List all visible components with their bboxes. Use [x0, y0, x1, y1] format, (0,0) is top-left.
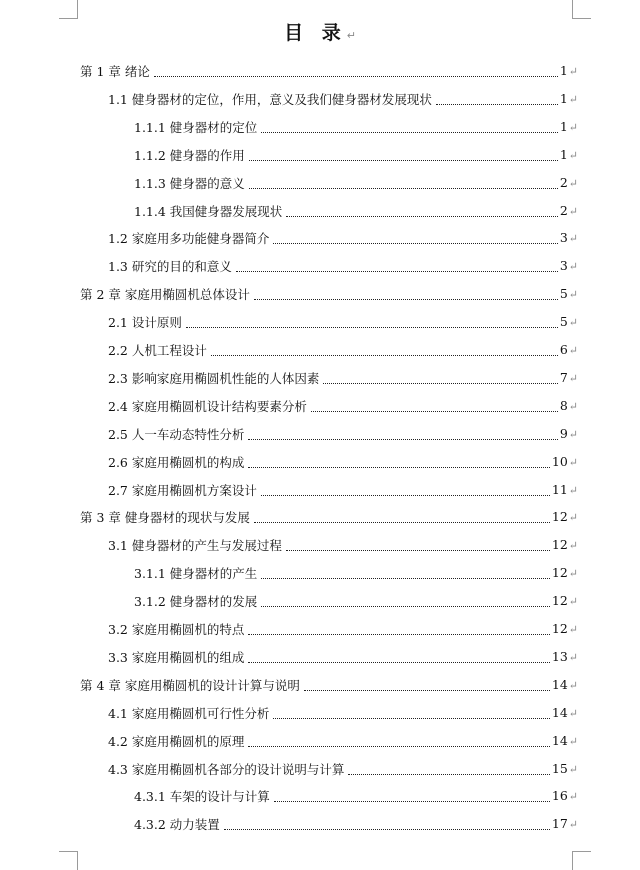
toc-entry[interactable]	[134, 118, 578, 138]
toc-entry-page	[560, 312, 578, 333]
page-number: 13	[551, 648, 568, 664]
page-number: 1	[559, 146, 568, 162]
paragraph-mark-icon: ↵	[568, 232, 578, 246]
toc-entry-text: 2.6 家庭用椭圆机的构成	[108, 454, 245, 470]
page-number: 14	[551, 704, 568, 720]
toc-entry[interactable]	[108, 397, 578, 417]
paragraph-mark-icon: ↵	[568, 818, 578, 832]
toc-entry-page	[560, 424, 578, 445]
page-number: 15	[551, 760, 568, 776]
dot-leader	[273, 717, 550, 719]
dot-leader	[154, 75, 558, 77]
page-number: 12	[551, 565, 568, 581]
paragraph-mark-icon: ↵	[568, 399, 578, 413]
page-number: 14	[551, 732, 568, 748]
toc-entry[interactable]	[134, 787, 578, 807]
toc-entry-text: 3.1 健身器材的产生与发展过程	[108, 538, 282, 554]
crop-mark-top-left	[59, 0, 78, 19]
paragraph-mark-icon: ↵	[568, 455, 578, 469]
toc-entry-text: 第 1 章 绪论	[80, 64, 150, 79]
page-number: 12	[551, 621, 568, 636]
dot-leader	[304, 689, 550, 691]
dot-leader	[186, 326, 558, 328]
dot-leader	[274, 800, 550, 802]
toc-entry-page	[552, 480, 578, 501]
toc-entry-page	[560, 201, 578, 222]
toc-entry-text: 4.3.2 动力装置	[134, 817, 220, 833]
toc-entry-text: 1.1.1 健身器材的定位	[134, 119, 258, 135]
toc-entry-page	[560, 61, 578, 82]
dot-leader	[261, 605, 550, 607]
paragraph-mark-icon: ↵	[568, 623, 578, 636]
toc-entry[interactable]	[108, 425, 578, 445]
paragraph-mark-icon: ↵	[568, 260, 578, 274]
toc-entry-page	[552, 591, 578, 612]
page-number: 5	[559, 314, 568, 330]
page-number: 10	[551, 453, 568, 469]
dot-leader	[311, 410, 558, 412]
paragraph-mark-icon: ↵	[346, 29, 356, 42]
toc-entry-page	[552, 675, 578, 696]
toc-entry-text: 4.1 家庭用椭圆机可行性分析	[108, 705, 270, 721]
toc-title	[0, 18, 640, 45]
toc-entry-page	[560, 284, 578, 305]
toc-entry-text: 2.7 家庭用椭圆机方案设计	[108, 482, 257, 498]
toc-entry-text: 3.1.1 健身器材的产生	[134, 566, 258, 582]
crop-mark-bottom-left	[59, 851, 78, 870]
page-number: 12	[551, 509, 568, 525]
dot-leader	[261, 131, 558, 133]
paragraph-mark-icon: ↵	[568, 790, 578, 804]
dot-leader	[248, 661, 550, 663]
page-number: 8	[559, 397, 568, 413]
crop-mark-top-right	[572, 0, 591, 19]
toc-entry-text: 3.3 家庭用椭圆机的组成	[108, 649, 245, 665]
toc-entry[interactable]	[108, 760, 578, 780]
paragraph-mark-icon: ↵	[568, 427, 578, 441]
page-number: 12	[551, 537, 568, 553]
toc-entry[interactable]	[80, 508, 578, 528]
page-number: 6	[559, 342, 568, 357]
paragraph-mark-icon: ↵	[568, 650, 578, 664]
toc-entry-text: 4.3.1 车架的设计与计算	[134, 789, 270, 805]
toc-entry-page	[552, 535, 578, 556]
paragraph-mark-icon: ↵	[568, 734, 578, 748]
dot-leader	[261, 577, 550, 579]
dot-leader	[273, 242, 557, 244]
toc-entry-page	[552, 759, 578, 780]
page-number: 5	[559, 286, 568, 302]
toc-entry-text: 1.1 健身器材的定位，作用，意义及我们健身器材发展现状	[108, 91, 432, 107]
toc-entry-page	[552, 619, 578, 640]
dot-leader	[286, 549, 550, 551]
toc-entry-text: 1.2 家庭用多功能健身器简介	[108, 231, 270, 247]
dot-leader	[211, 354, 558, 356]
toc-entry-page	[552, 563, 578, 584]
toc-entry-text: 2.5 人一车动态特性分析	[108, 426, 245, 442]
toc-entry[interactable]	[108, 648, 578, 668]
toc-entry-page	[560, 256, 578, 277]
dot-leader	[224, 828, 550, 830]
toc-entry[interactable]	[134, 174, 578, 194]
toc-entry-page	[560, 228, 578, 249]
toc-entry[interactable]	[80, 62, 578, 82]
toc-entry-text: 1.1.3 健身器的意义	[134, 175, 245, 191]
dot-leader	[348, 773, 550, 775]
paragraph-mark-icon: ↵	[568, 511, 578, 525]
page-number: 2	[559, 174, 568, 190]
toc-entry-text: 1.1.4 我国健身器发展现状	[134, 203, 283, 219]
toc-entry[interactable]	[134, 202, 578, 222]
paragraph-mark-icon: ↵	[568, 65, 578, 78]
toc-entry[interactable]	[108, 536, 578, 556]
toc-entry-page	[552, 703, 578, 724]
crop-mark-bottom-right	[572, 851, 591, 870]
page-number: 3	[559, 258, 568, 274]
dot-leader	[261, 494, 550, 496]
page-number: 1	[559, 63, 568, 78]
page-number: 14	[551, 676, 568, 692]
toc-entry-text: 4.2 家庭用椭圆机的原理	[108, 733, 245, 749]
dot-leader	[249, 187, 558, 189]
toc-entry[interactable]	[134, 564, 578, 584]
toc-entry[interactable]	[80, 676, 578, 696]
toc-entry-page	[560, 145, 578, 166]
toc-entry[interactable]	[108, 369, 578, 389]
toc-entry-page	[560, 368, 578, 389]
page-number: 9	[559, 425, 568, 441]
toc-entry[interactable]	[108, 732, 578, 752]
dot-leader	[236, 270, 558, 272]
toc-entry[interactable]	[80, 285, 578, 305]
toc-entry-page	[552, 647, 578, 668]
paragraph-mark-icon: ↵	[568, 204, 578, 218]
dot-leader	[286, 215, 558, 217]
dot-leader	[248, 633, 550, 635]
paragraph-mark-icon: ↵	[568, 539, 578, 553]
paragraph-mark-icon: ↵	[568, 483, 578, 497]
toc-entry-page	[552, 507, 578, 528]
toc-entry-text: 3.2 家庭用椭圆机的特点	[108, 622, 245, 637]
dot-leader	[254, 521, 550, 523]
paragraph-mark-icon: ↵	[568, 678, 578, 692]
paragraph-mark-icon: ↵	[568, 288, 578, 302]
toc-entry-page	[552, 786, 578, 807]
paragraph-mark-icon: ↵	[568, 567, 578, 581]
toc-entry-text: 4.3 家庭用椭圆机各部分的设计说明与计算	[108, 761, 345, 777]
toc-entry-page	[552, 814, 578, 835]
toc-entry-text: 3.1.2 健身器材的发展	[134, 594, 258, 610]
toc-entry[interactable]	[108, 341, 578, 361]
toc-entry[interactable]	[108, 620, 578, 640]
toc-entry-text: 第 3 章 健身器材的现状与发展	[80, 510, 250, 526]
paragraph-mark-icon: ↵	[568, 176, 578, 190]
paragraph-mark-icon: ↵	[568, 92, 578, 106]
toc-entry-page	[560, 173, 578, 194]
paragraph-mark-icon: ↵	[568, 706, 578, 720]
paragraph-mark-icon: ↵	[568, 595, 578, 609]
toc-entry[interactable]	[108, 257, 578, 277]
dot-leader	[323, 382, 557, 384]
page-number: 1	[559, 90, 568, 106]
page-number: 2	[559, 202, 568, 218]
toc-entry[interactable]	[134, 592, 578, 612]
toc-entry[interactable]	[108, 481, 578, 501]
toc-entry-text: 1.3 研究的目的和意义	[108, 259, 232, 275]
toc-entry-text: 2.1 设计原则	[108, 315, 182, 331]
paragraph-mark-icon: ↵	[568, 762, 578, 776]
page-number: 17	[551, 816, 568, 832]
toc-entry-text: 第 2 章 家庭用椭圆机总体设计	[80, 287, 250, 303]
toc-entry[interactable]	[134, 146, 578, 166]
toc-title-text: 目 录	[284, 22, 347, 44]
toc-entry-page	[560, 396, 578, 417]
page-number: 1	[559, 118, 568, 134]
toc-entry[interactable]	[108, 229, 578, 249]
toc-entry-text: 2.4 家庭用椭圆机设计结构要素分析	[108, 398, 307, 414]
toc-entry-text: 第 4 章 家庭用椭圆机的设计计算与说明	[80, 677, 300, 693]
toc-entry-page	[560, 117, 578, 138]
toc-entry-page	[560, 340, 578, 361]
page-number: 3	[559, 230, 568, 246]
page-number: 7	[559, 369, 568, 385]
toc-entry-text: 2.3 影响家庭用椭圆机性能的人体因素	[108, 370, 320, 386]
toc-entry-page	[552, 452, 578, 473]
page-number: 16	[551, 788, 568, 804]
toc-entry[interactable]	[134, 815, 578, 835]
paragraph-mark-icon: ↵	[568, 120, 578, 134]
dot-leader	[248, 466, 550, 468]
toc-entry-text: 1.1.2 健身器的作用	[134, 147, 245, 163]
page-number: 11	[551, 481, 568, 497]
paragraph-mark-icon: ↵	[568, 148, 578, 162]
dot-leader	[254, 298, 558, 300]
toc-entry-page	[560, 89, 578, 110]
dot-leader	[248, 438, 557, 440]
paragraph-mark-icon: ↵	[568, 344, 578, 357]
toc-entry[interactable]	[108, 704, 578, 724]
page-number: 12	[551, 593, 568, 609]
paragraph-mark-icon: ↵	[568, 371, 578, 385]
dot-leader	[436, 103, 558, 105]
toc-entry[interactable]	[108, 90, 578, 110]
paragraph-mark-icon: ↵	[568, 316, 578, 330]
toc-entry[interactable]	[108, 453, 578, 473]
toc-entry-page	[552, 731, 578, 752]
dot-leader	[249, 159, 558, 161]
toc-entry-text: 2.2 人机工程设计	[108, 343, 207, 358]
toc-entry[interactable]	[108, 313, 578, 333]
dot-leader	[248, 745, 550, 747]
